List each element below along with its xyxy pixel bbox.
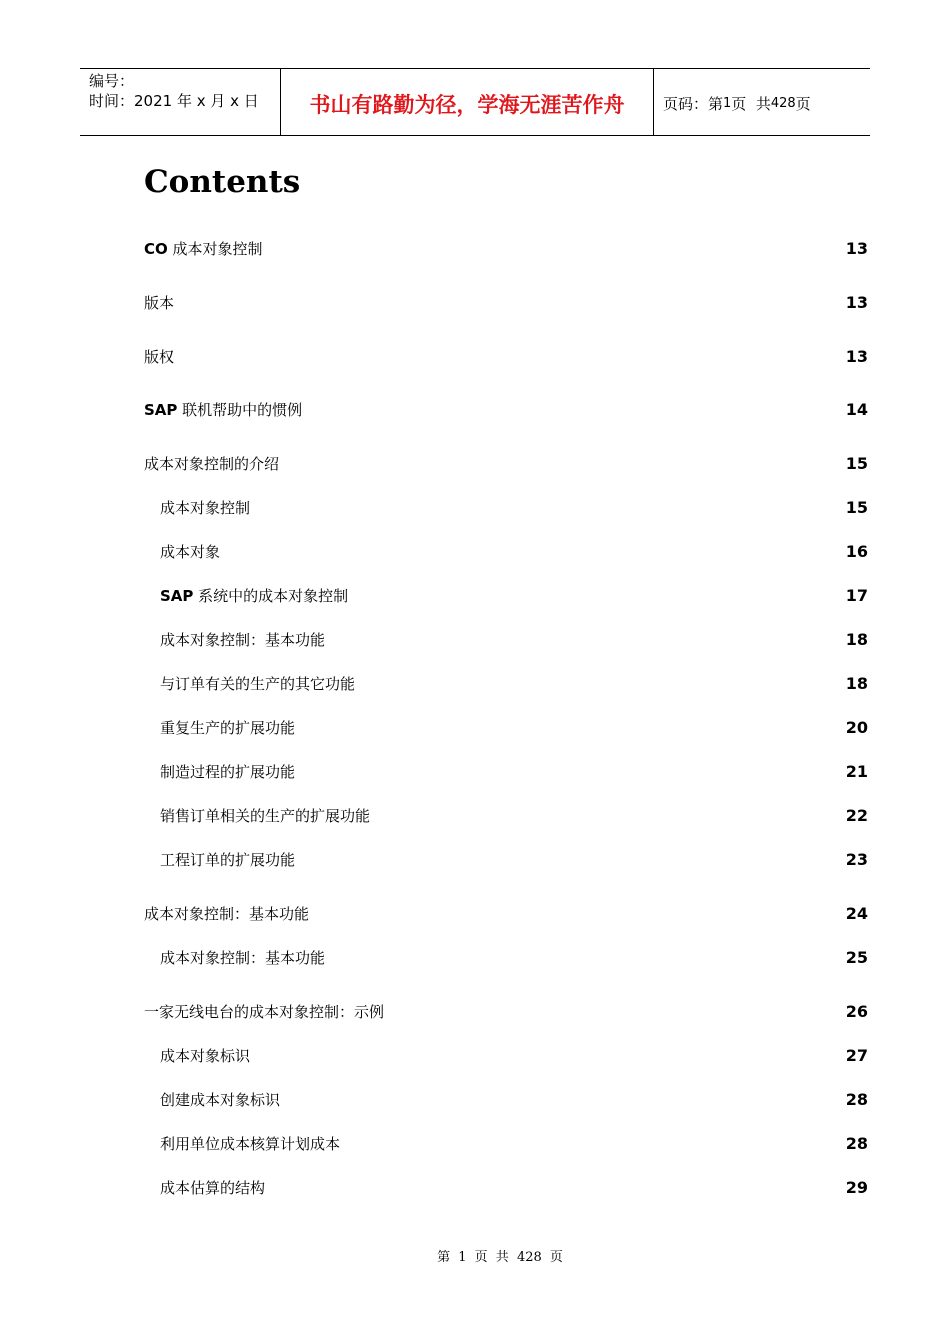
toc-entry-text: 成本对象控制 — [160, 499, 251, 517]
toc-entry-text: 成本对象标识 — [160, 1047, 251, 1065]
toc-entry-label — [160, 716, 295, 740]
toc-entry-label — [144, 345, 174, 369]
toc-entry[interactable] — [160, 1088, 868, 1112]
footer-current: 1 — [458, 1250, 467, 1265]
toc-entry-page-number: 13 — [845, 347, 868, 366]
toc-entry[interactable] — [144, 902, 868, 926]
toc-entry-page-number: 27 — [845, 1046, 868, 1065]
toc-entry-label — [160, 1044, 250, 1068]
toc-entry-page-number: 15 — [845, 498, 868, 517]
toc-entry-page-number: 29 — [845, 1178, 868, 1197]
toc-entry-label — [160, 540, 220, 564]
toc-entry[interactable] — [160, 716, 868, 740]
toc-entry-label — [160, 1088, 280, 1112]
footer-total: 428 — [516, 1250, 542, 1265]
toc-entry-text: 一家无线电台的成本对象控制：示例 — [144, 1003, 385, 1021]
page-total: 428 — [770, 95, 796, 111]
page-prefix: 页码：第 — [663, 94, 724, 113]
toc-entry-label — [144, 291, 174, 315]
page-mid: 页 共 — [731, 94, 771, 113]
toc-entry-page-number: 28 — [845, 1134, 868, 1153]
footer-mid1: 页 — [474, 1250, 488, 1265]
toc-entry-page-number: 17 — [845, 586, 868, 605]
toc-entry-text: 重复生产的扩展功能 — [160, 719, 296, 737]
toc-entry-text: 与订单有关的生产的其它功能 — [160, 675, 356, 693]
toc-entry-label — [160, 804, 370, 828]
toc-entry-text: 成本对象控制的介绍 — [144, 455, 280, 473]
toc-entry-text: 成本对象控制：基本功能 — [160, 631, 326, 649]
page-suffix: 页 — [795, 94, 811, 113]
toc-entry-page-number: 13 — [845, 293, 868, 312]
contents-title: Contents — [144, 164, 301, 200]
toc-entry-label — [144, 452, 279, 476]
page-current: 1 — [723, 95, 732, 111]
toc-entry-page-number: 22 — [845, 806, 868, 825]
toc-entry-text: 联机帮助中的惯例 — [177, 401, 303, 419]
toc-entry-prefix: SAP — [144, 401, 178, 419]
toc-entry[interactable] — [160, 1132, 868, 1156]
page-footer — [0, 1246, 950, 1265]
toc-entry[interactable] — [160, 1044, 868, 1068]
toc-entry-text: 工程订单的扩展功能 — [160, 851, 296, 869]
toc-entry[interactable] — [160, 628, 868, 652]
toc-entry-text: 成本对象 — [160, 543, 221, 561]
toc-entry-text: 版权 — [144, 348, 175, 366]
toc-entry-page-number: 26 — [845, 1002, 868, 1021]
toc-entry[interactable] — [144, 452, 868, 476]
toc-entry[interactable] — [160, 760, 868, 784]
toc-entry-page-number: 20 — [845, 718, 868, 737]
toc-entry-text: 成本对象控制：基本功能 — [144, 905, 310, 923]
toc-entry[interactable] — [160, 496, 868, 520]
toc-entry-page-number: 14 — [845, 400, 868, 419]
toc-entry-label — [144, 902, 309, 926]
toc-entry[interactable] — [144, 237, 868, 261]
toc-entry-page-number: 15 — [845, 454, 868, 473]
page-header — [80, 68, 870, 136]
toc-entry-prefix: CO — [144, 240, 168, 258]
toc-entry-page-number: 13 — [845, 239, 868, 258]
toc-entry-text: 销售订单相关的生产的扩展功能 — [160, 807, 371, 825]
toc-entry-label — [144, 398, 302, 422]
toc-entry[interactable] — [160, 804, 868, 828]
footer-mid2: 共 — [495, 1250, 509, 1265]
toc-entry[interactable] — [160, 672, 868, 696]
toc-entry-text: 成本估算的结构 — [160, 1179, 266, 1197]
toc-entry[interactable] — [160, 848, 868, 872]
toc-entry[interactable] — [160, 584, 868, 608]
time-label: 时间：2021 年 x 月 x 日 — [89, 92, 259, 110]
toc-entry-text: 成本对象控制：基本功能 — [160, 949, 326, 967]
toc-entry-page-number: 25 — [845, 948, 868, 967]
toc-entry[interactable] — [160, 1176, 868, 1200]
toc-entry-text: 版本 — [144, 294, 175, 312]
toc-entry[interactable] — [160, 540, 868, 564]
toc-entry-page-number: 21 — [845, 762, 868, 781]
footer-prefix: 第 — [437, 1250, 451, 1265]
toc-entry-page-number: 18 — [845, 674, 868, 693]
toc-entry-label — [160, 628, 325, 652]
toc-entry-page-number: 23 — [845, 850, 868, 869]
header-motto: 书山有路勤为径，学海无涯苦作舟 — [281, 69, 654, 135]
toc-entry-page-number: 24 — [845, 904, 868, 923]
toc-entry-label — [160, 1132, 340, 1156]
toc-entry-label — [144, 237, 263, 261]
toc-entry-label — [144, 1000, 384, 1024]
toc-entry-text: 成本对象控制 — [167, 240, 263, 258]
toc-entry-label — [160, 1176, 265, 1200]
toc-entry-text: 制造过程的扩展功能 — [160, 763, 296, 781]
toc-entry[interactable] — [160, 946, 868, 970]
number-label: 编号： — [89, 72, 135, 90]
footer-suffix: 页 — [549, 1250, 563, 1265]
toc-entry[interactable] — [144, 398, 868, 422]
toc-entry-text: 利用单位成本核算计划成本 — [160, 1135, 341, 1153]
toc-entry-text: 创建成本对象标识 — [160, 1091, 281, 1109]
toc-entry-label — [160, 760, 295, 784]
toc-entry-label — [160, 496, 250, 520]
header-meta — [80, 69, 281, 135]
toc-entry-label — [160, 672, 355, 696]
toc-entry-page-number: 18 — [845, 630, 868, 649]
toc-entry[interactable] — [144, 1000, 868, 1024]
toc-entry-label — [160, 584, 348, 608]
toc-entry[interactable] — [144, 345, 868, 369]
toc-entry-prefix: SAP — [160, 587, 194, 605]
toc-entry-page-number: 16 — [845, 542, 868, 561]
header-page-info — [654, 69, 870, 135]
toc-entry-label — [160, 848, 295, 872]
toc-entry-label — [160, 946, 325, 970]
toc-entry[interactable] — [144, 291, 868, 315]
toc-entry-page-number: 28 — [845, 1090, 868, 1109]
toc-entry-text: 系统中的成本对象控制 — [193, 587, 349, 605]
